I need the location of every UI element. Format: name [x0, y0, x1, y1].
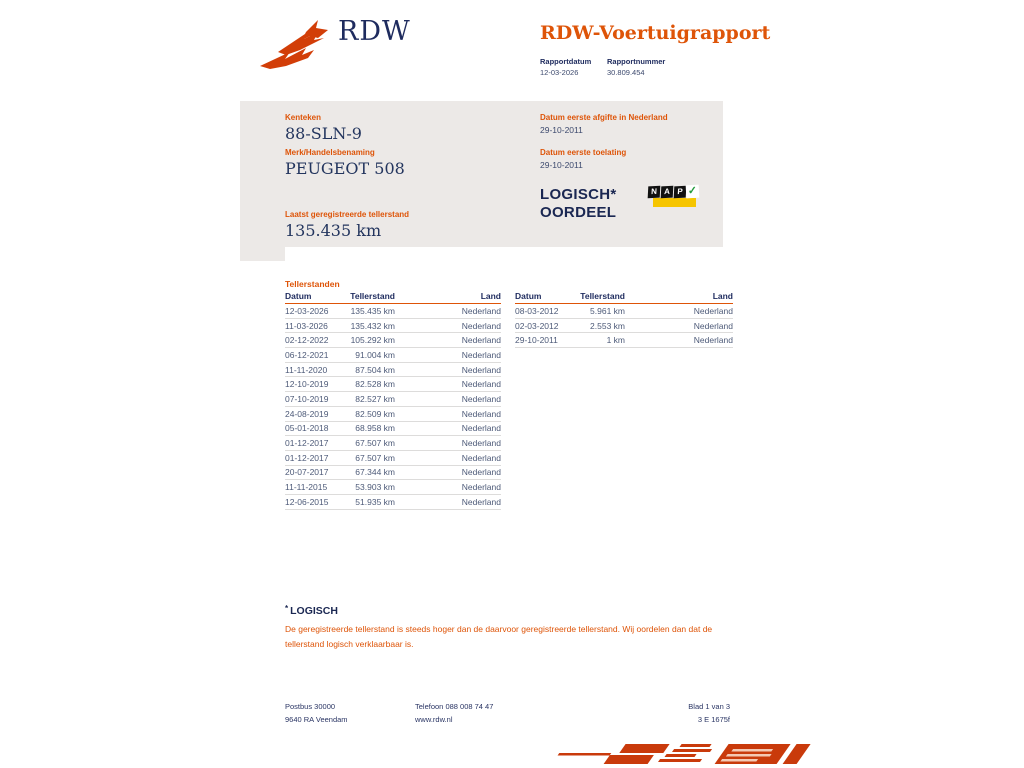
table-header-row [515, 291, 733, 304]
table-row [285, 451, 501, 466]
cell-datum: 02-12-2022 [285, 335, 329, 346]
cell-land: Nederland [693, 335, 733, 346]
cell-land: Nederland [461, 452, 501, 463]
table-row [285, 348, 501, 363]
cell-land: Nederland [693, 305, 733, 316]
cell-tellerstand: 51.935 km [355, 496, 395, 507]
cell-tellerstand: 135.435 km [350, 305, 395, 316]
cell-land: Nederland [461, 379, 501, 390]
cell-land: Nederland [461, 496, 501, 507]
report-date-value: 12-03-2026 [540, 68, 579, 77]
col-header-tellerstand: Tellerstand [580, 291, 625, 301]
cell-land: Nederland [461, 305, 501, 316]
cell-datum: 20-07-2017 [285, 467, 329, 478]
page-title: RDW-Voertuigrapport [540, 22, 771, 44]
nap-yellow-bar [653, 198, 696, 207]
cell-tellerstand: 2.553 km [590, 320, 625, 331]
tellerstanden-section-title: Tellerstanden [285, 279, 340, 289]
cell-tellerstand: 68.958 km [355, 423, 395, 434]
cell-datum: 12-03-2026 [285, 305, 329, 316]
cell-datum: 24-08-2019 [285, 408, 329, 419]
cell-datum: 01-12-2017 [285, 452, 329, 463]
table-row [285, 436, 501, 451]
table-row [515, 319, 733, 334]
toelating-field [540, 148, 626, 170]
cell-tellerstand: 67.507 km [355, 438, 395, 449]
cell-datum: 12-10-2019 [285, 379, 329, 390]
merk-value: PEUGEOT 508 [285, 159, 405, 178]
table-row [285, 392, 501, 407]
nap-letter-a: A [661, 186, 674, 199]
toelating-value: 29-10-2011 [540, 160, 583, 170]
footnote-title-text: LOGISCH [290, 605, 338, 617]
cell-tellerstand: 1 km [606, 335, 625, 346]
cell-tellerstand: 67.507 km [355, 452, 395, 463]
cell-land: Nederland [461, 438, 501, 449]
cell-datum: 06-12-2021 [285, 349, 329, 360]
col-header-datum: Datum [285, 291, 312, 301]
nap-letter-n: N [648, 186, 661, 199]
table-row [285, 407, 501, 422]
footnote-title [285, 604, 725, 617]
toelating-label: Datum eerste toelating [540, 148, 627, 157]
cell-datum: 11-11-2020 [285, 364, 328, 375]
cell-tellerstand: 5.961 km [590, 305, 625, 316]
cell-datum: 12-06-2015 [285, 496, 329, 507]
cell-land: Nederland [461, 423, 501, 434]
rdw-speed-lines-graphic [545, 742, 815, 768]
table-row [285, 319, 501, 334]
cell-tellerstand: 82.528 km [355, 379, 395, 390]
panel-corner-tab [240, 247, 285, 261]
table-row [515, 333, 733, 348]
afgifte-field [540, 113, 668, 135]
report-number-label: Rapportnummer [607, 57, 666, 66]
table-row [285, 333, 501, 348]
footer-address-line1: Postbus 30000 [285, 702, 336, 711]
table-row [285, 422, 501, 437]
table-row [285, 363, 501, 378]
cell-datum: 02-03-2012 [515, 320, 559, 331]
cell-land: Nederland [461, 408, 501, 419]
footnote-text: De geregistreerde tellerstand is steeds hoger dan de daarvoor geregistreerde tellerstand. Wij oordelen dan dat de tellerstand logisch verklaarbaar is. [285, 624, 713, 649]
afgifte-value: 29-10-2011 [540, 125, 583, 135]
table-row [285, 480, 501, 495]
merk-field [285, 148, 405, 178]
cell-land: Nederland [461, 467, 501, 478]
nap-check-icon: ✓ [687, 184, 698, 198]
kenteken-label: Kenteken [285, 113, 322, 122]
vehicle-info-panel [240, 101, 723, 247]
kenteken-field [285, 113, 362, 143]
footer-page-number: Blad 1 van 3 [688, 702, 730, 711]
merk-label: Merk/Handelsbenaming [285, 148, 375, 157]
cell-datum: 01-12-2017 [285, 438, 329, 449]
rdw-bird-logo-icon [256, 18, 334, 70]
cell-tellerstand: 105.292 km [350, 335, 395, 346]
cell-tellerstand: 135.432 km [350, 320, 395, 331]
table-header-row [285, 291, 501, 304]
table-row [285, 466, 501, 481]
cell-datum: 05-01-2018 [285, 423, 329, 434]
cell-land: Nederland [461, 335, 501, 346]
cell-tellerstand: 82.509 km [355, 408, 395, 419]
footnote-asterisk: * [285, 604, 289, 613]
cell-land: Nederland [461, 482, 501, 493]
cell-datum: 07-10-2019 [285, 393, 329, 404]
cell-tellerstand: 87.504 km [355, 364, 395, 375]
col-header-datum: Datum [515, 291, 542, 301]
cell-datum: 11-11-2015 [285, 482, 328, 493]
table-row [515, 304, 733, 319]
oordeel-line2: OORDEEL [540, 204, 617, 221]
tellerstand-label: Laatst geregistreerde tellerstand [285, 210, 410, 219]
nap-logo-icon [648, 185, 698, 211]
cell-tellerstand: 67.344 km [355, 467, 395, 478]
tellerstand-field [285, 210, 409, 240]
cell-land: Nederland [461, 349, 501, 360]
cell-tellerstand: 82.527 km [355, 393, 395, 404]
rdw-logo-text: RDW [338, 16, 411, 47]
oordeel-line1: LOGISCH* [540, 186, 617, 203]
table-row [285, 495, 501, 510]
odometer-table-right [515, 291, 733, 348]
footer-address-line2: 9640 RA Veendam [285, 715, 348, 724]
table-row [285, 377, 501, 392]
cell-datum: 11-03-2026 [285, 320, 328, 331]
oordeel-verdict [540, 186, 617, 222]
cell-tellerstand: 91.004 km [355, 349, 395, 360]
table-row [285, 304, 501, 319]
cell-datum: 08-03-2012 [515, 305, 559, 316]
tellerstand-value: 135.435 km [285, 221, 382, 240]
cell-land: Nederland [461, 320, 501, 331]
cell-land: Nederland [693, 320, 733, 331]
report-number-value: 30.809.454 [607, 68, 645, 77]
kenteken-value: 88-SLN-9 [285, 124, 362, 143]
odometer-table-left [285, 291, 501, 510]
col-header-land: Land [712, 291, 733, 301]
col-header-tellerstand: Tellerstand [350, 291, 395, 301]
col-header-land: Land [480, 291, 501, 301]
cell-tellerstand: 53.903 km [355, 482, 395, 493]
cell-datum: 29-10-2011 [515, 335, 558, 346]
cell-land: Nederland [461, 364, 501, 375]
footer-website: www.rdw.nl [415, 715, 453, 724]
afgifte-label: Datum eerste afgifte in Nederland [540, 113, 668, 122]
nap-letter-p: P [674, 186, 687, 199]
report-date-label: Rapportdatum [540, 57, 592, 66]
footer-form-code: 3 E 1675f [697, 715, 730, 724]
footer-phone: Telefoon 088 008 74 47 [415, 702, 494, 711]
cell-land: Nederland [461, 393, 501, 404]
logisch-footnote [285, 604, 725, 652]
